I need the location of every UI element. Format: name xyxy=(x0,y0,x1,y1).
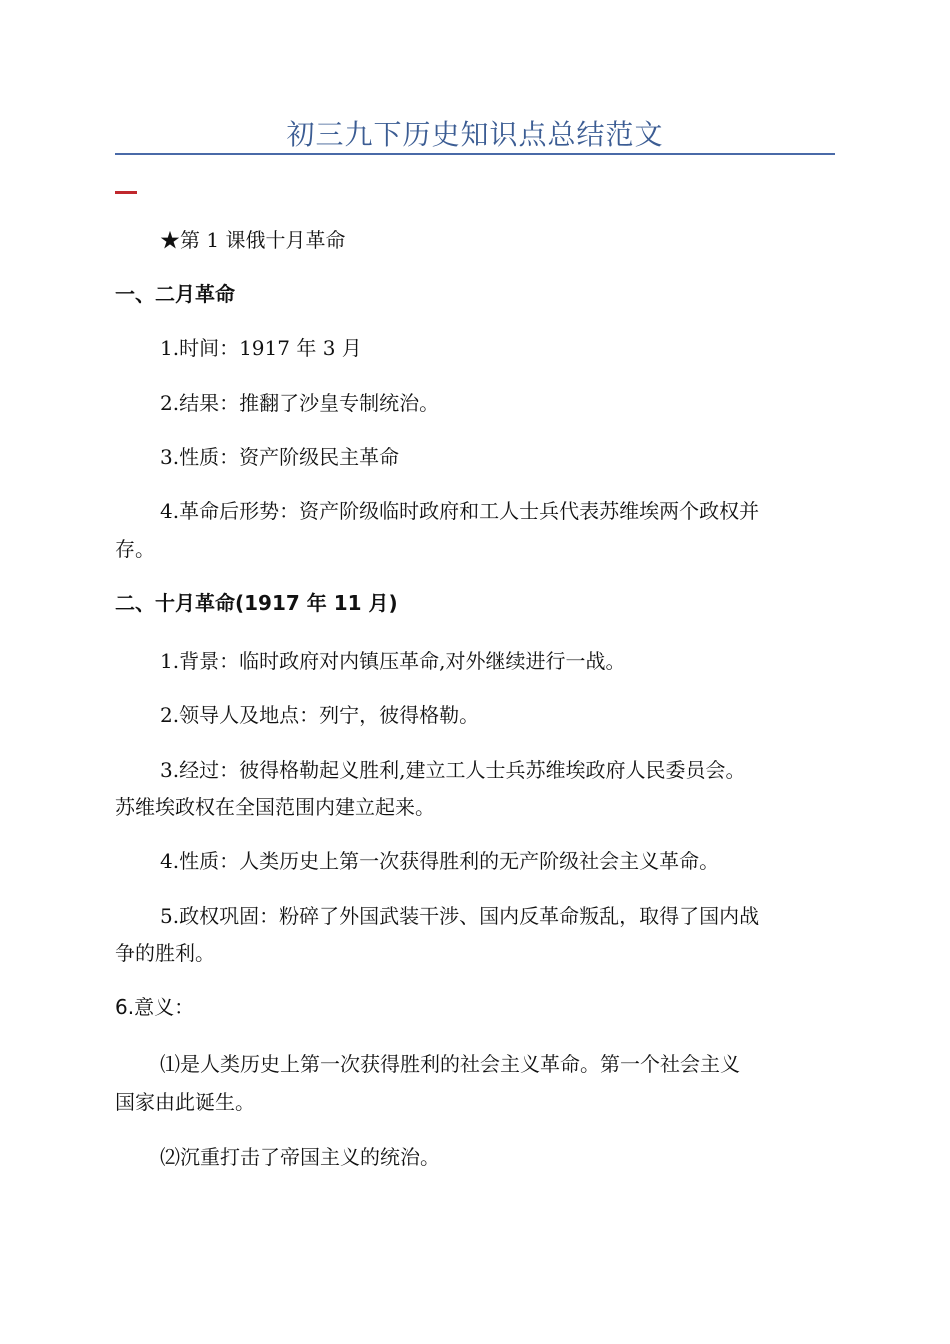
section1-item-time: 1.时间：1917 年 3 月 xyxy=(160,336,362,360)
section1-item-nature: 3.性质：资产阶级民主革命 xyxy=(160,445,400,469)
lesson-title: ★第 1 课俄十月革命 xyxy=(160,228,346,252)
significance-label xyxy=(115,997,835,1017)
section2-item-process: 3.经过：彼得格勒起义胜利,建立工人士兵苏维埃政府人民委员会。 xyxy=(160,758,746,782)
significance-item-2: ⑵沉重打击了帝国主义的统治。 xyxy=(160,1145,440,1169)
section1-item-result: 2.结果：推翻了沙皇专制统治。 xyxy=(160,391,440,415)
section2-item-background: 1.背景：临时政府对内镇压革命,对外继续进行一战。 xyxy=(160,649,626,673)
section2-heading: 二、十月革命(1917 年 11 月) xyxy=(115,591,398,615)
significance-number: 6. xyxy=(115,995,135,1019)
section2-item-consolidation-cont: 争的胜利。 xyxy=(115,941,215,965)
red-dash-mark xyxy=(115,191,137,194)
section2-item-process-cont: 苏维埃政权在全国范围内建立起来。 xyxy=(115,795,435,819)
section1-item-situation-cont: 存。 xyxy=(115,537,155,561)
title-underline xyxy=(115,153,835,155)
section1-item-situation: 4.革命后形势：资产阶级临时政府和工人士兵代表苏维埃两个政权并 xyxy=(160,499,760,523)
document-title: 初三九下历史知识点总结范文 xyxy=(286,118,664,151)
significance-item-1: ⑴是人类历史上第一次获得胜利的社会主义革命。第一个社会主义 xyxy=(160,1052,740,1076)
significance-text: 意义： xyxy=(134,995,195,1019)
section2-item-consolidation: 5.政权巩固：粉碎了外国武装干涉、国内反革命叛乱，取得了国内战 xyxy=(160,904,760,928)
section1-heading: 一、二月革命 xyxy=(115,282,235,306)
significance-item-1-cont: 国家由此诞生。 xyxy=(115,1090,255,1114)
section2-item-leader: 2.领导人及地点：列宁，彼得格勒。 xyxy=(160,703,480,727)
section2-item-nature: 4.性质：人类历史上第一次获得胜利的无产阶级社会主义革命。 xyxy=(160,849,720,873)
